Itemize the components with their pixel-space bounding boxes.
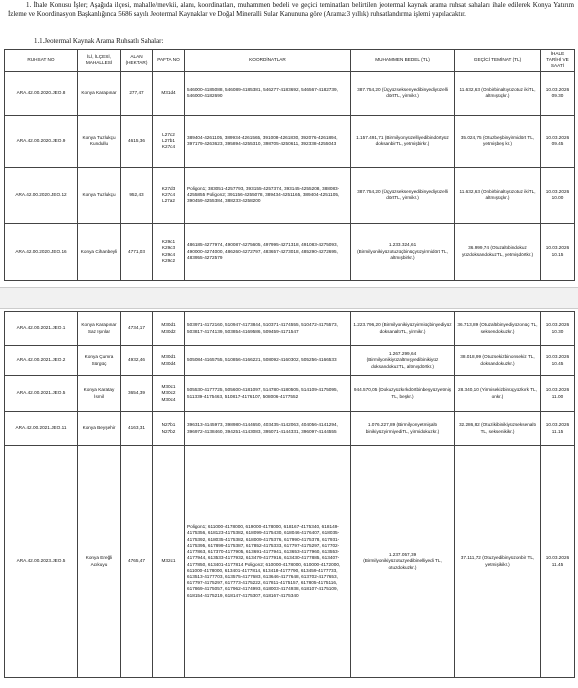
- cell-alan: 3654,39: [121, 376, 153, 412]
- cell-ruhsat-no: ARA.42.00.2020.JEO.8: [5, 71, 78, 115]
- table-row: [5, 312, 575, 346]
- cell-alan: 4615,36: [121, 115, 153, 167]
- header-ihale-tarihi: İHALE TARİHİ VE SAATİ: [541, 50, 575, 72]
- intro-paragraph: 1. İhale Konusu İşler; Aşağıda ilçesi, mahalle/mevkii, alanı, koordinatları, muhammen bedeli ve geçici teminatları belirtilen jeotermal kaynak arama ruhsat sahaları ihale edilerek Konya Yatırım İzleme ve Koordinasyon Başkanlığınca 5686 sayılı Jeotermal Kaynaklar ve Doğal Mineralli Sular Kanununa göre (Arama:3 yıllık) ruhsatlandırma işlemi yapılacaktır.: [8, 2, 574, 18]
- cell-koordinatlar: 503971-4172160, 510947-4173844, 510371-4174555, 510472-4175573, 503817-4174139, 503854-4169586, 509459-4171547: [185, 312, 351, 346]
- intro-text: [8, 2, 574, 19]
- cell-ihale-tarihi: 10.03.2026 09.30: [541, 71, 575, 115]
- cell-ihale-tarihi: 10.03.2026 11.15: [541, 412, 575, 446]
- cell-ruhsat-no: ARA.42.00.2021.JEO.5: [5, 376, 78, 412]
- cell-il-ilce-mahalle: Konya Tuzlukçu Kundullu: [78, 115, 121, 167]
- cell-il-ilce-mahalle: Konya Karatay İsmil: [78, 376, 121, 412]
- cell-koordinatlar: 389404-4261105, 389934-4261565, 391008-4261830, 392076-4261894, 397179-4263623, 395894-4255310, 398705-4250611, 392338-4255043: [185, 115, 351, 167]
- cell-koordinatlar: 486185-4277974, 490087-4275605, 497995-4271318, 491083-4275093, 490000-4274000, 486260-4272797, 483657-4273018, 485290-4272695, 483955-4272579: [185, 223, 351, 280]
- cell-pafta-no: N27b1 N27b2: [153, 412, 185, 446]
- cell-alan: 277,47: [121, 71, 153, 115]
- cell-gecici-teminat: 11.632,63 (Onbirbinaltıyüzotuz ikiTL, altmışüçkr.): [455, 71, 541, 115]
- cell-gecici-teminat: 32.286,82 (Otuzikibinikiyüzseksenaltı TL, seksenikikr.): [455, 412, 541, 446]
- header-alan: ALAN (HEKTAR): [121, 50, 153, 72]
- cell-alan: 4765,47: [121, 446, 153, 678]
- cell-koordinatlar: 396313-4145973, 398980-4144650, 403435-4142063, 404056-4141294, 396972-4138460, 394251-4143083, 395071-4144331, 396097-4144555: [185, 412, 351, 446]
- cell-ruhsat-no: ARA.42.00.2021.JEO.1: [5, 312, 78, 346]
- cell-ihale-tarihi: 10.03.2026 11.00: [541, 376, 575, 412]
- cell-alan: 952,43: [121, 167, 153, 223]
- cell-pafta-no: M30c1 M30c2 M30c4: [153, 376, 185, 412]
- cell-koordinatlar: Poligon1; 611000-4178000, 619000-4178000, 618167-4175340, 618149-4175356, 618123-4175382, 618099-4175430, 618046-4176407, 618035-4175392, 618035-4175382, 618009-4175376, 617990-4175378, 617931-4175395, 617899-4175387, 617852-4175333, 617797-4175297, 617702-4177863, 617370-4177905, 613691-4177941, 613653-4177960, 613553-4177944, 613533-4177932, 613479-4177916, 613430-4177885, 613407-4177850, 613401-4177814 Poligon2; 610000-4178000, 610000-4172000, 611000-4178000, 613401-4177814, 613418-4177790, 613459-4177733, 613513-4177703, 613575-4177683, 613646-4177648, 613702-4177653, 617797-4175297, 617773-4175222, 617811-4175157, 617805-4175116, 617869-4175057, 617962-4174993, 618003-4174938, 618107-4175109, 618154-4175219, 618147-4175307, 618167-4175340: [185, 446, 351, 678]
- cell-ruhsat-no: ARA.42.00.2021.JEO.2: [5, 346, 78, 376]
- cell-il-ilce-mahalle: Konya Çumra Sürgüç: [78, 346, 121, 376]
- header-il-ilce: İLİ, İLÇESİ, MAHALLESİ: [78, 50, 121, 72]
- cell-koordinatlar: 505530-4177725, 505600-4181097, 514780-4180505, 514109-4175095, 511339-4175463, 510817-4176107, 508006-4177552: [185, 376, 351, 412]
- cell-alan: 4771,03: [121, 223, 153, 280]
- cell-gecici-teminat: 28.340,10 (Yirmisekizbinüçyüzkırk TL, onkr.): [455, 376, 541, 412]
- cell-gecici-teminat: 35.024,75 (Otuzbeşbinyirmidört TL, yetmişbeş kr.): [455, 115, 541, 167]
- cell-il-ilce-mahalle: Konya Karapınar Saz Işınlar: [78, 312, 121, 346]
- table-row: [5, 71, 575, 115]
- cell-koordinatlar: 546000-4185088, 546089-4185381, 546277-4183692, 546567-4182739, 546000-4182690: [185, 71, 351, 115]
- cell-il-ilce-mahalle: Konya Ereğli Acıkuyu: [78, 446, 121, 678]
- cell-ihale-tarihi: 10.03.2026 09.45: [541, 115, 575, 167]
- cell-muhammen-bedel: 944.570,05 (Dokuzyüzkırkdörtbinbeşyüzyetmiş TL, beşkr.): [351, 376, 455, 412]
- cell-muhammen-bedel: 387.754,20 (Üçyüzseksenyedibinyediyüzelli dörtTL, yirmikr.): [351, 71, 455, 115]
- table-row: [5, 223, 575, 280]
- licence-table-1: [4, 49, 575, 281]
- cell-il-ilce-mahalle: Konya Cihanbeyli: [78, 223, 121, 280]
- cell-pafta-no: K29c1 K29c3 K29c4 K29c2: [153, 223, 185, 280]
- cell-muhammen-bedel: 1.223.796,20 (Birmilyonikiyüzyirmiüçbinyediyüz doksanaltıTL, yirmikr.): [351, 312, 455, 346]
- table-row: [5, 167, 575, 223]
- page-break: [0, 287, 578, 309]
- cell-koordinatlar: Poligon1; 383051-4257793, 393155-4257374, 393145-4255208, 388083-4255855 Poligon2; 391156-4255078, 389434-4251165, 389404-4251105, 390459-4255384, 388233-4258200: [185, 167, 351, 223]
- cell-il-ilce-mahalle: Konya Karapınar: [78, 71, 121, 115]
- cell-pafta-no: K27d3 K27c4 L27a2: [153, 167, 185, 223]
- cell-muhammen-bedel: 1.237.057,39 (Birmilyonikiyüzotuzyedibinelliyedi TL, otuzdokuzkr.): [351, 446, 455, 678]
- cell-muhammen-bedel: 1.267.299,64 (Birmilyonikiyüzaltmışyedibinikiyüz doksandokuzTL, altmışdörtkr.): [351, 346, 455, 376]
- cell-pafta-no: M32c1: [153, 446, 185, 678]
- header-pafta: PAFTA NO: [153, 50, 185, 72]
- table-header-row: [5, 50, 575, 72]
- table-row: [5, 346, 575, 376]
- header-gecici-teminat: GEÇİCİ TEMİNAT (TL): [455, 50, 541, 72]
- table-row: [5, 376, 575, 412]
- cell-pafta-no: M30d1 M30d2: [153, 312, 185, 346]
- cell-gecici-teminat: 38.018,99 (Otuzsekizbinonsekiz TL, doksandokuzkr.): [455, 346, 541, 376]
- cell-ihale-tarihi: 10.03.2026 10.00: [541, 167, 575, 223]
- header-koordinatlar: KOORDİNATLAR: [185, 50, 351, 72]
- cell-ruhsat-no: ARA.42.00.2020.JEO.9: [5, 115, 78, 167]
- header-muhammen-bedel: MUHAMMEN BEDEL (TL): [351, 50, 455, 72]
- cell-pafta-no: M31d4: [153, 71, 185, 115]
- cell-gecici-teminat: 36.713,89 (Otuzaltıbinyediyüzonüç TL, seksendokuzkr.): [455, 312, 541, 346]
- cell-muhammen-bedel: 1.076.227,89 (Birmilyonyetmişaltı binikiyüzyirmiyediTL, yirmidokuzkr.): [351, 412, 455, 446]
- cell-gecici-teminat: 36.999,74 (Otuzaltıbindokuz yüzdoksandokuzTL, yetmişdörtkr.): [455, 223, 541, 280]
- cell-alan: 4932,46: [121, 346, 153, 376]
- cell-ihale-tarihi: 10.03.2026 11.45: [541, 446, 575, 678]
- cell-gecici-teminat: 11.632,63 (Onbirbinaltıyüzotuz ikiTL, altmışüçkr.): [455, 167, 541, 223]
- cell-muhammen-bedel: 387.754,20 (Üçyüzseksenyedibinyediyüzelli dörtTL, yirmikr.): [351, 167, 455, 223]
- cell-muhammen-bedel: 1.157.491,71 (Birmilyonyüzelliyedibindörtyüz doksanbirTL, yetmişbirkr.): [351, 115, 455, 167]
- cell-koordinatlar: 505084-4165755, 510856-4166221, 508092-4160302, 505256-4166533: [185, 346, 351, 376]
- header-ruhsat-no: RUHSAT NO: [5, 50, 78, 72]
- table-row: [5, 412, 575, 446]
- cell-pafta-no: M30d1 M30d4: [153, 346, 185, 376]
- cell-ruhsat-no: ARA.42.00.2021.JEO.11: [5, 412, 78, 446]
- table-row: [5, 446, 575, 678]
- cell-gecici-teminat: 37.111,72 (Otuzyedibinyüzonbir TL, yetmişikikr.): [455, 446, 541, 678]
- cell-ruhsat-no: ARA.42.00.2023.JEO.5: [5, 446, 78, 678]
- table-row: [5, 115, 575, 167]
- cell-il-ilce-mahalle: Konya Beyşehir: [78, 412, 121, 446]
- cell-alan: 4163,31: [121, 412, 153, 446]
- cell-ruhsat-no: ARA.42.00.2020.JEO.12: [5, 167, 78, 223]
- cell-ihale-tarihi: 10.03.2026 10.15: [541, 223, 575, 280]
- cell-ihale-tarihi: 10.03.2026 10.45: [541, 346, 575, 376]
- cell-pafta-no: L27c2 L27b1 K27c4: [153, 115, 185, 167]
- section-subheading: 1.1.Jeotermal Kaynak Arama Ruhsatlı Sahalar:: [34, 38, 164, 45]
- cell-muhammen-bedel: 1.233.324,61 (Birmilyonikiyüzotuzüçbinüçyüzyirmidört TL, altmışbirkr.): [351, 223, 455, 280]
- cell-ihale-tarihi: 10.03.2026 10.30: [541, 312, 575, 346]
- licence-table-2: [4, 311, 575, 678]
- cell-il-ilce-mahalle: Konya Tuzlukçu: [78, 167, 121, 223]
- cell-alan: 4734,17: [121, 312, 153, 346]
- cell-ruhsat-no: ARA.42.00.2020.JEO.16: [5, 223, 78, 280]
